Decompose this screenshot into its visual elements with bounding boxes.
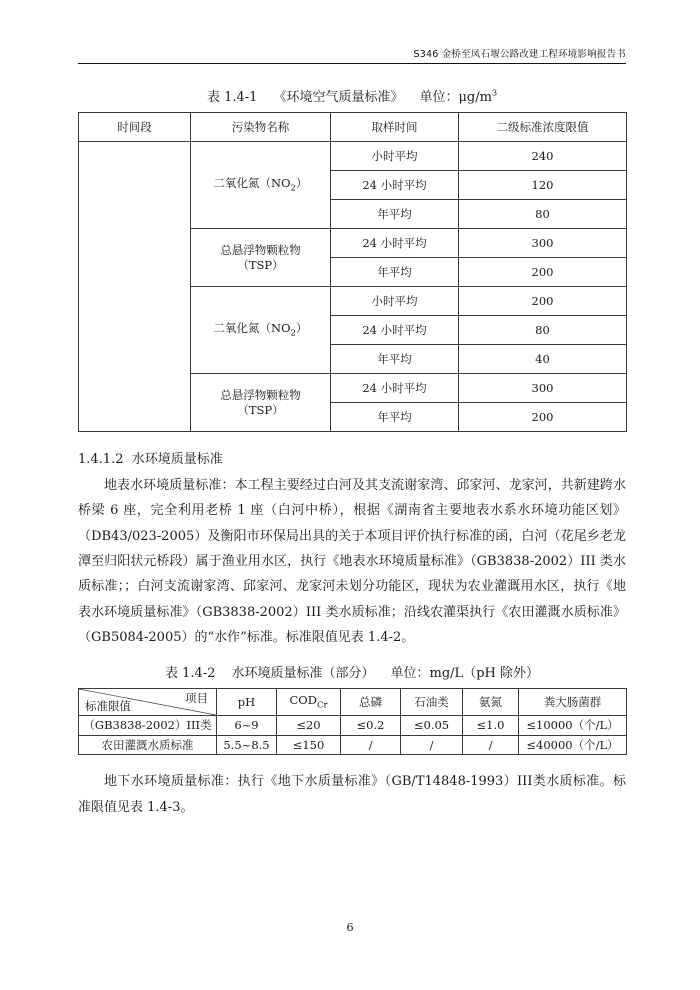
col-header-cod-text: COD [289, 693, 317, 708]
sampling-time-cell: 年平均 [331, 200, 459, 229]
pollutant-name: 总悬浮物颗粒物 [220, 388, 301, 403]
air-table-caption [78, 86, 626, 105]
pollutant-subscript: 2 [290, 328, 296, 339]
corner-item-label: 项目 [185, 691, 208, 706]
table-row [79, 142, 627, 171]
pollutant-abbrev: （TSP） [237, 257, 284, 272]
corner-diagonal-header [79, 689, 217, 716]
limit-value-cell: 120 [459, 171, 627, 200]
col-header-petroleum: 石油类 [401, 689, 463, 716]
pollutant-cell [191, 229, 331, 287]
col-header-period: 时间段 [79, 113, 191, 142]
section-title: 水环境质量标准 [131, 452, 223, 467]
water-table-caption-label: 表 1.4-2 [165, 666, 216, 682]
ph-value-cell: 6~9 [217, 716, 277, 735]
water-table-caption-title: 水环境质量标准（部分） [231, 666, 375, 682]
col-header-sampling-time: 取样时间 [331, 113, 459, 142]
paragraph-surface-water: 地表水环境质量标准：本工程主要经过白河及其支流谢家湾、邱家河、龙家河，共新建跨水桥梁 6 座，完全利用老桥 1 座（白河中桥），根据《湖南省主要地表水系水环境功能区划》（DB43/023-2005）及衡阳市环保局出具的关于本项目评价执行标准的函，白河（花尾乡老龙潭至归阳状元桥段）属于渔业用水区，执行《地表水环境质量标准》（GB3838-2002）III 类水质标准；；白河支流谢家湾、邱家河、龙家河未划分功能区，现状为农业灌溉用水区，执行《地表水环境质量标准》（GB3838-2002）III 类水质标准；沿线农灌渠执行《农田灌溉水质标准》（GB5084-2005）的“水作”标准。标准限值见表 1.4-2。 [78, 478, 626, 646]
col-header-total-phosphorus: 总磷 [341, 689, 401, 716]
page-footer [0, 920, 700, 934]
air-table-caption-title: 《环境空气质量标准》 [273, 90, 404, 105]
limit-value-cell: 200 [459, 258, 627, 287]
limit-value-cell: 40 [459, 345, 627, 374]
limit-value-cell: 300 [459, 229, 627, 258]
air-table-unit-label: 单位： [419, 90, 459, 105]
cod-value-cell: ≤20 [277, 716, 341, 735]
limit-value-cell: 300 [459, 374, 627, 403]
nh3-value-cell: ≤1.0 [463, 716, 519, 735]
sampling-time-cell: 24 小时平均 [331, 374, 459, 403]
sampling-time-cell: 年平均 [331, 403, 459, 432]
col-header-pollutant: 污染物名称 [191, 113, 331, 142]
coliform-value-cell: ≤40000（个/L） [519, 735, 627, 754]
col-header-cod [277, 689, 341, 716]
header-rule [78, 63, 626, 64]
water-table-unit-value: mg/L（pH 除外） [429, 666, 539, 682]
table-row [79, 716, 627, 735]
tp-value-cell: ≤0.2 [341, 716, 401, 735]
sampling-time-cell: 小时平均 [331, 142, 459, 171]
ph-value-cell: 5.5~8.5 [217, 735, 277, 754]
air-quality-standard-table [78, 112, 627, 432]
period-cell [79, 142, 191, 432]
pollutant-cell [191, 142, 331, 229]
pollutant-subscript: 2 [290, 183, 296, 194]
col-header-cod-subscript: Cr [316, 700, 328, 711]
limit-value-cell: 200 [459, 287, 627, 316]
pollutant-name: 总悬浮物颗粒物 [220, 243, 301, 258]
nh3-value-cell: / [463, 735, 519, 754]
air-table-caption-label: 表 1.4-1 [206, 90, 258, 105]
pollutant-tail: ） [295, 176, 308, 191]
standard-name-cell: （GB3838-2002）III类 [79, 716, 217, 735]
water-table-caption [78, 662, 626, 681]
oil-value-cell: ≤0.05 [401, 716, 463, 735]
sampling-time-cell: 24 小时平均 [331, 229, 459, 258]
col-header-coliform: 粪大肠菌群 [519, 689, 627, 716]
water-quality-standard-table [78, 688, 627, 755]
water-table-unit-label: 单位： [390, 666, 430, 682]
tp-value-cell: / [341, 735, 401, 754]
limit-value-cell: 200 [459, 403, 627, 432]
limit-value-cell: 80 [459, 200, 627, 229]
limit-value-cell: 240 [459, 142, 627, 171]
table-row [79, 735, 627, 754]
sampling-time-cell: 24 小时平均 [331, 171, 459, 200]
pollutant-abbrev: （TSP） [237, 402, 284, 417]
pollutant-name: 二氧化氮（NO [213, 321, 291, 336]
section-heading [78, 448, 626, 467]
air-table-unit-sup: 3 [491, 88, 498, 98]
sampling-time-cell: 年平均 [331, 258, 459, 287]
col-header-limit: 二级标准浓度限值 [459, 113, 627, 142]
sampling-time-cell: 年平均 [331, 345, 459, 374]
coliform-value-cell: ≤10000（个/L） [519, 716, 627, 735]
pollutant-cell [191, 287, 331, 374]
col-header-ammonia-nitrogen: 氨氮 [463, 689, 519, 716]
section-number: 1.4.1.2 [78, 452, 124, 467]
table-header-row [79, 113, 627, 142]
running-title: S346 金桥至凤石堰公路改建工程环境影响报告书 [413, 49, 626, 60]
col-header-ph: pH [217, 689, 277, 716]
paragraph-groundwater: 地下水环境质量标准：执行《地下水质量标准》（GB/T14848-1993）III类水质标准。标准限值见表 1.4-3。 [78, 774, 626, 815]
air-table-unit-value: μg/m [458, 90, 492, 105]
pollutant-cell [191, 374, 331, 432]
pollutant-tail: ） [295, 321, 308, 336]
page-header [78, 46, 626, 64]
oil-value-cell: / [401, 735, 463, 754]
limit-value-cell: 80 [459, 316, 627, 345]
sampling-time-cell: 24 小时平均 [331, 316, 459, 345]
cod-value-cell: ≤150 [277, 735, 341, 754]
table-header-row [79, 689, 627, 716]
sampling-time-cell: 小时平均 [331, 287, 459, 316]
page-number: 6 [346, 920, 354, 934]
standard-name-cell: 农田灌溉水质标准 [79, 735, 217, 754]
page-content [78, 78, 626, 820]
pollutant-name: 二氧化氮（NO [213, 176, 291, 191]
corner-limit-label: 标准限值 [85, 699, 131, 714]
